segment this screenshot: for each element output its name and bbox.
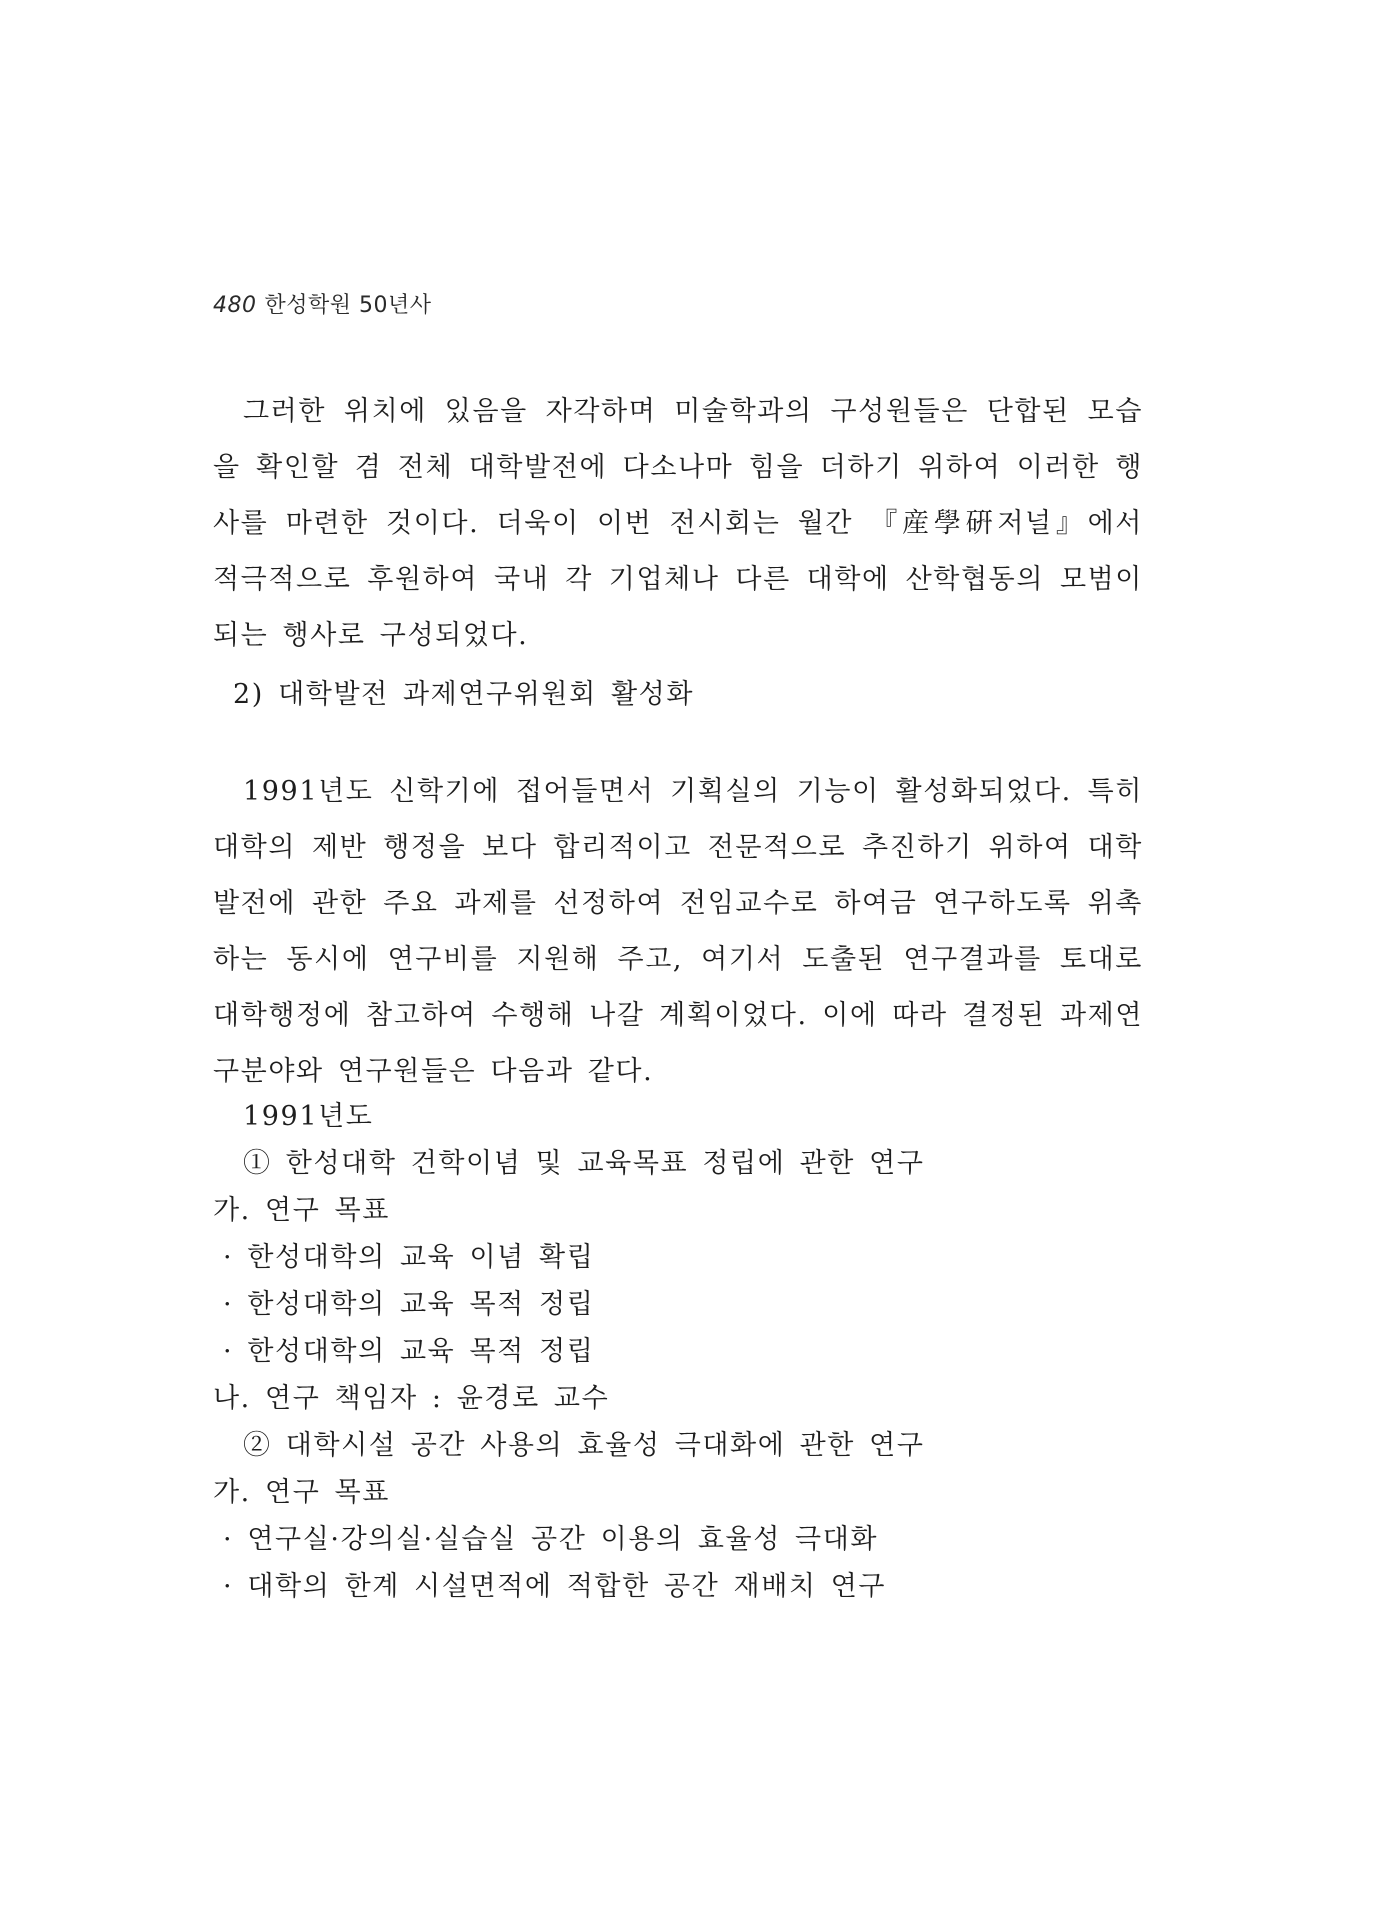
- list-year: 1991년도: [243, 1101, 374, 1132]
- list-item-2-goal-2: · 대학의 한계 시설면적에 적합한 공간 재배치 연구: [223, 1571, 887, 1602]
- list-item-2-goal-1: · 연구실·강의실·실습실 공간 이용의 효율성 극대화: [223, 1524, 879, 1555]
- list-item-1-goal-3: · 한성대학의 교육 목적 정립: [223, 1336, 595, 1367]
- paragraph-2-text: 1991년도 신학기에 접어들면서 기획실의 기능이 활성화되었다. 특히 대학의 제반 행정을 보다 합리적이고 전문적으로 추진하기 위하여 대학 발전에 관한 주요 과제를 선정하여 전임교수로 하여금 연구하도록 위촉하는 동시에 연구비를 지원해 주고, 여기서 도출된 연구결과를 토대로 대학행정에 참고하여 수행해 나갈 계획이었다. 이에 따라 결정된 과제연구분야와 연구원들은 다음과 같다.: [213, 776, 1143, 1087]
- page-number: 480: [213, 293, 257, 318]
- list-item-1-lead: 나. 연구 책임자 : 윤경로 교수: [213, 1383, 610, 1414]
- book-title: 한성학원 50년사: [264, 293, 432, 318]
- list-item-2-goal-label: 가. 연구 목표: [213, 1477, 390, 1508]
- list-item-1-goal-2: · 한성대학의 교육 목적 정립: [223, 1289, 595, 1320]
- paragraph-2: [213, 764, 1143, 1100]
- running-header: [213, 288, 432, 319]
- section-heading: 2) 대학발전 과제연구위원회 활성화: [233, 679, 695, 710]
- paragraph-1-text: 그러한 위치에 있음을 자각하며 미술학과의 구성원들은 단합된 모습을 확인할 겸 전체 대학발전에 다소나마 힘을 더하기 위하여 이러한 행사를 마련한 것이다. 더욱이 이번 전시회는 월간 『産學硏저널』에서 적극적으로 후원하여 국내 각 기업체나 다른 대학에 산학협동의 모범이 되는 행사로 구성되었다.: [213, 396, 1143, 651]
- list-item-2-title: ② 대학시설 공간 사용의 효율성 극대화에 관한 연구: [243, 1430, 925, 1461]
- list-item-1-goal-1: · 한성대학의 교육 이념 확립: [223, 1242, 595, 1273]
- list-item-1-title: ① 한성대학 건학이념 및 교육목표 정립에 관한 연구: [243, 1148, 925, 1179]
- list-item-1-goal-label: 가. 연구 목표: [213, 1195, 390, 1226]
- paragraph-1: [213, 384, 1143, 664]
